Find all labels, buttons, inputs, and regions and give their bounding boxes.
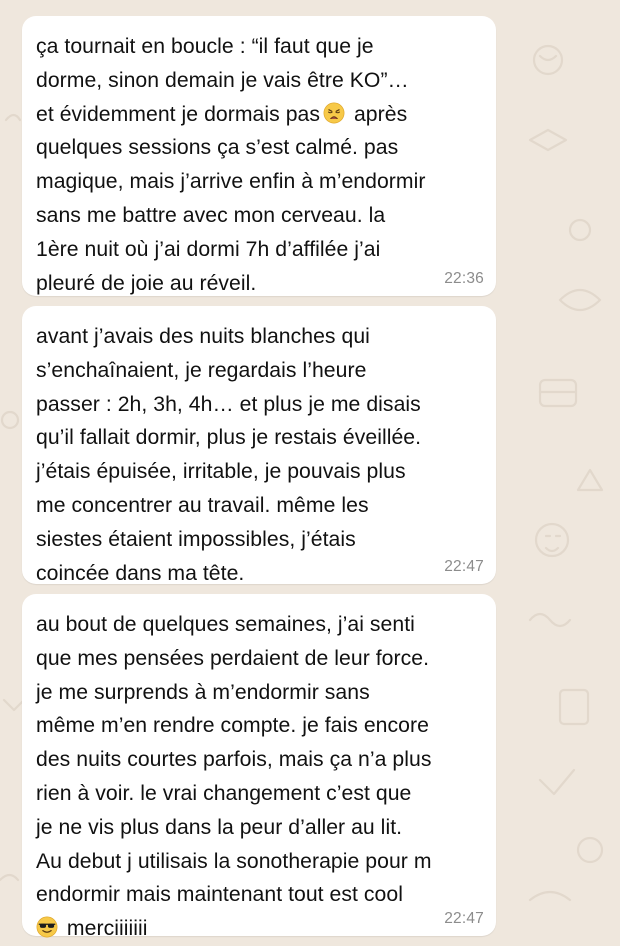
message-text: avant j’avais des nuits blanches qui s’enchaînaient, je regardais l’heure passer : 2h, 3h, 4h… et plus je me disais qu’il fallait dormir, plus je restais éveillée. j’étais épuisée, irritable, je pouvais plus me concentrer au travail. même les siestes étaient impossibles, j’étais coincée dans ma tête.: [36, 325, 422, 585]
message-text: [36, 30, 480, 300]
message-timestamp: 22:47: [444, 910, 484, 927]
message-text-after: merciiiiiii: [61, 917, 148, 941]
smiling-face-with-sunglasses-emoji-icon: [36, 916, 58, 938]
message-timestamp: 22:36: [444, 270, 484, 287]
message-bubble[interactable]: [22, 306, 496, 584]
message-bubble[interactable]: [22, 594, 496, 941]
message-text-before: ça tournait en boucle : “il faut que je dorme, sinon demain je vais être KO”… et évidemment je dormais pas: [36, 35, 409, 126]
message-text-main: au bout de quelques semaines, j’ai senti que mes pensées perdaient de leur force. je me surprends à m’endormir sans même m’en rendre compte. je fais encore des nuits courtes parfois, mais ça n’a plus rien à voir. le vrai changement c’est que je ne vis plus dans la peur d’aller au lit. Au debut j utilisais la sonotherapie pour m endormir mais maintenant tout est cool: [36, 613, 432, 907]
message-text: [36, 608, 480, 946]
message-bubble[interactable]: [22, 16, 496, 296]
message-timestamp: 22:47: [444, 558, 484, 575]
message-text-after: après quelques sessions ça s’est calmé. pas magique, mais j’arrive enfin à m’endormir sans me battre avec mon cerveau. la 1ère nuit où j’ai dormi 7h d’affilée j’ai pleuré de joie au réveil.: [36, 102, 426, 295]
weary-face-emoji-icon: [323, 102, 345, 124]
